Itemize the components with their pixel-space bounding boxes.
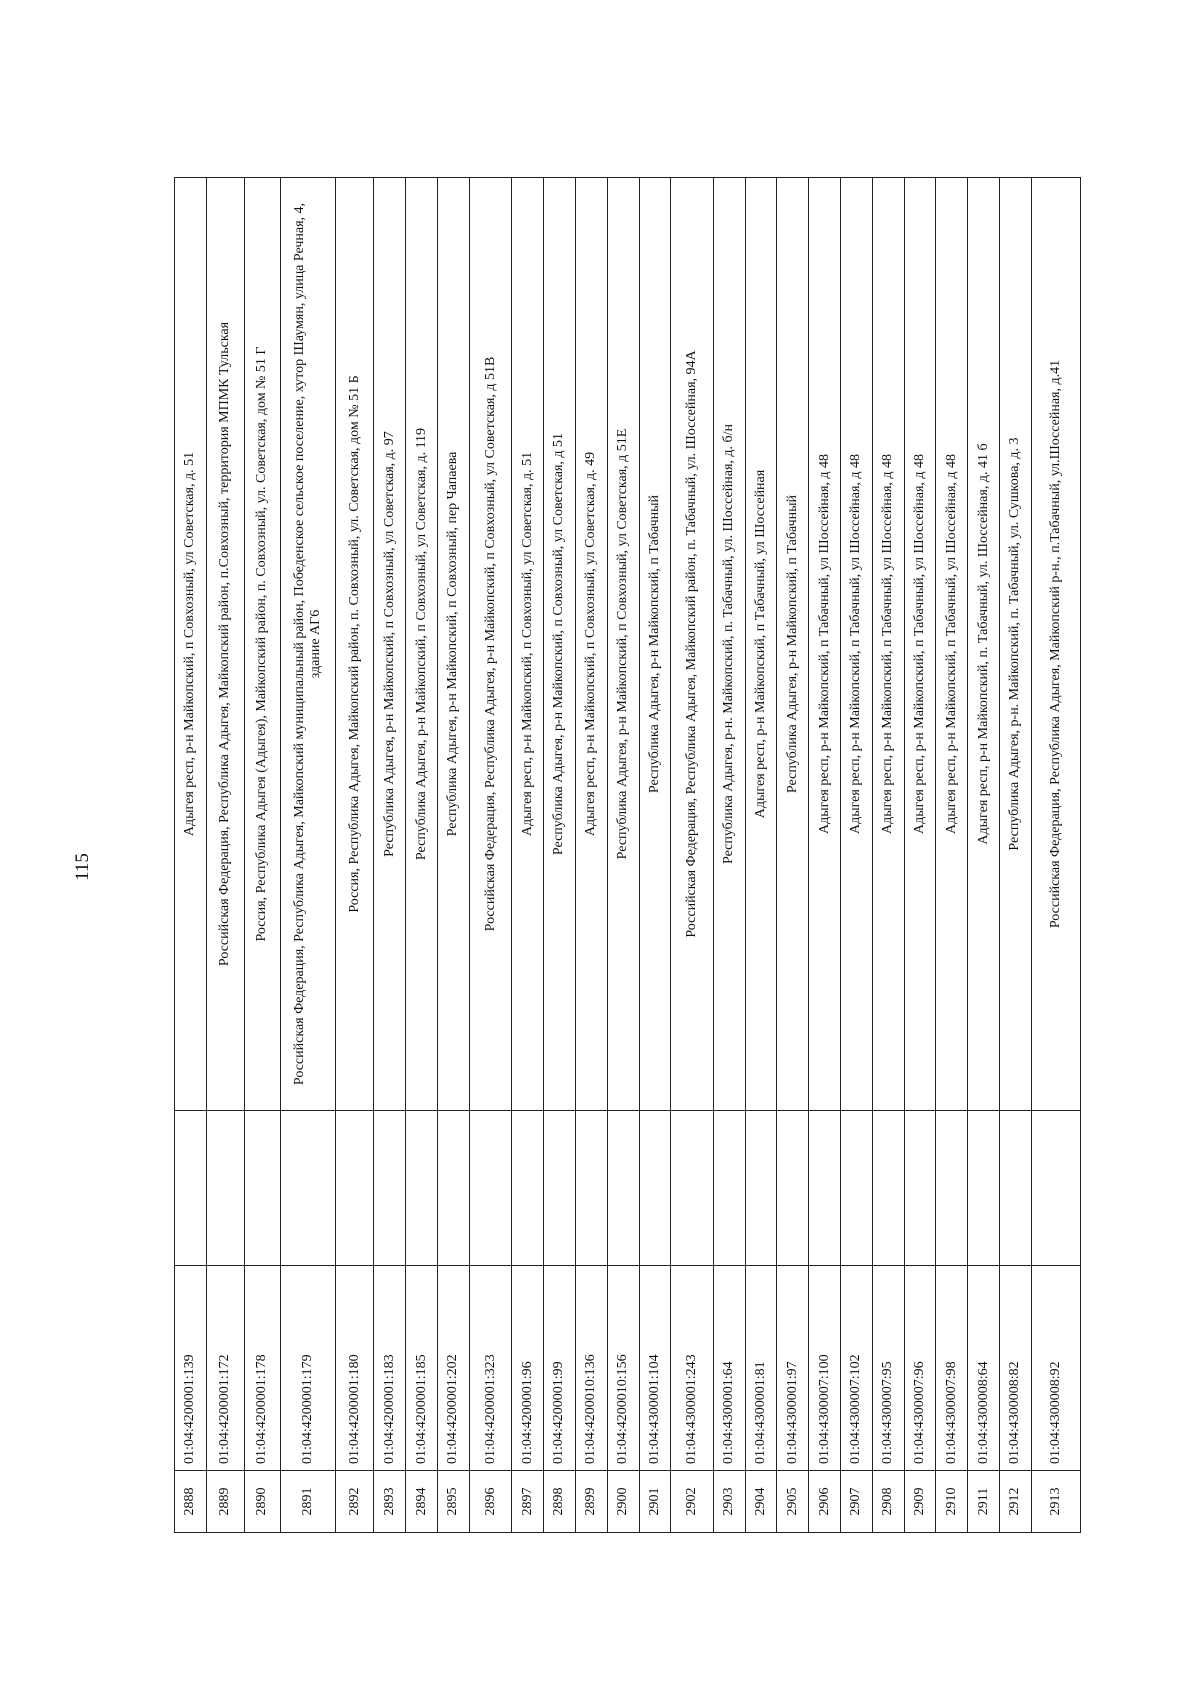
address-cell: Адыгея респ, р-н Майкопский, п Табачный, ул Шоссейная, д 48 (904, 178, 936, 1111)
table-row (438, 178, 470, 1533)
cadastral-number-cell: 01:04:4200001:172 (206, 1266, 244, 1471)
address-cell: Российская Федерация, Республика Адыгея, Майкопский район, п. Табачный, ул. Шоссейная, 94А (671, 178, 713, 1111)
empty-cell (544, 1111, 576, 1266)
row-number-cell: 2897 (512, 1471, 544, 1533)
register-table (174, 177, 1081, 1533)
empty-cell (175, 1111, 207, 1266)
row-number-cell: 2911 (968, 1471, 1000, 1533)
empty-cell (607, 1111, 639, 1266)
empty-cell (438, 1111, 470, 1266)
address-cell: Республика Адыгея, р-н Майкопский, п Совхозный, пер Чапаева (438, 178, 470, 1111)
table-row (713, 178, 745, 1533)
address-cell: Российская Федерация, Республика Адыгея, Майкопский район, п.Совхозный, территория МПМК Тульская (206, 178, 244, 1111)
row-number-cell: 2901 (639, 1471, 671, 1533)
cadastral-number-cell: 01:04:4300001:104 (639, 1266, 671, 1471)
row-number-cell: 2912 (1000, 1471, 1032, 1533)
cadastral-number-cell: 01:04:4300007:95 (872, 1266, 904, 1471)
cadastral-number-cell: 01:04:4300007:102 (841, 1266, 873, 1471)
cadastral-number-cell: 01:04:4200010:156 (607, 1266, 639, 1471)
cadastral-number-cell: 01:04:4300007:96 (904, 1266, 936, 1471)
address-cell: Адыгея респ, р-н Майкопский, п Совхозный, ул Советская, д. 49 (575, 178, 607, 1111)
table-row (777, 178, 809, 1533)
cadastral-number-cell: 01:04:4300008:82 (1000, 1266, 1032, 1471)
cadastral-number-cell: 01:04:4300001:81 (745, 1266, 777, 1471)
register-table-body (175, 178, 1081, 1533)
table-row (336, 178, 374, 1533)
row-number-cell: 2898 (544, 1471, 576, 1533)
address-cell: Российская Федерация, Республика Адыгея, Майкопский муниципальный район, Победенское сельское поселение, хутор Шаумян, улица Речная, 4, здание АГ6 (281, 178, 336, 1111)
row-number-cell: 2889 (206, 1471, 244, 1533)
address-cell: Россия, Республика Адыгея (Адыгея), Майкопский район, п. Совхозный, ул. Советская, дом № 51 Г (245, 178, 281, 1111)
address-cell: Адыгея респ, р-н Майкопский, п Табачный, ул Шоссейная, д 48 (936, 178, 968, 1111)
cadastral-number-cell: 01:04:4200001:179 (281, 1266, 336, 1471)
address-cell: Республика Адыгея, р-н Майкопский, п Совхозный, ул Советская, д 51Е (607, 178, 639, 1111)
table-row (1031, 178, 1080, 1533)
cadastral-number-cell: 01:04:4300008:64 (968, 1266, 1000, 1471)
address-cell: Республика Адыгея, р-н. Майкопский, п. Табачный, ул. Сушкова, д. 3 (1000, 178, 1032, 1111)
table-row (607, 178, 639, 1533)
table-row (374, 178, 406, 1533)
address-cell: Адыгея респ, р-н Майкопский, п Табачный, ул Шоссейная, д 48 (809, 178, 841, 1111)
empty-cell (512, 1111, 544, 1266)
cadastral-number-cell: 01:04:4200001:178 (245, 1266, 281, 1471)
empty-cell (841, 1111, 873, 1266)
table-row (406, 178, 438, 1533)
address-cell: Республика Адыгея, р-н Майкопский, п Табачный (777, 178, 809, 1111)
cadastral-number-cell: 01:04:4300007:98 (936, 1266, 968, 1471)
row-number-cell: 2910 (936, 1471, 968, 1533)
cadastral-number-cell: 01:04:4200001:96 (512, 1266, 544, 1471)
table-row (512, 178, 544, 1533)
row-number-cell: 2907 (841, 1471, 873, 1533)
empty-cell (904, 1111, 936, 1266)
row-number-cell: 2899 (575, 1471, 607, 1533)
row-number-cell: 2888 (175, 1471, 207, 1533)
table-row (872, 178, 904, 1533)
empty-cell (713, 1111, 745, 1266)
table-row (671, 178, 713, 1533)
table-row (809, 178, 841, 1533)
cadastral-number-cell: 01:04:4200001:99 (544, 1266, 576, 1471)
row-number-cell: 2892 (336, 1471, 374, 1533)
table-row (469, 178, 511, 1533)
address-cell: Республика Адыгея, р-н Майкопский, п Совхозный, ул Советская, д 51 (544, 178, 576, 1111)
cadastral-number-cell: 01:04:4200001:185 (406, 1266, 438, 1471)
cadastral-number-cell: 01:04:4200010:136 (575, 1266, 607, 1471)
cadastral-number-cell: 01:04:4300001:243 (671, 1266, 713, 1471)
empty-cell (777, 1111, 809, 1266)
address-cell: Адыгея респ, р-н Майкопский, п Совхозный, ул Советская, д. 51 (175, 178, 207, 1111)
table-row (175, 178, 207, 1533)
row-number-cell: 2900 (607, 1471, 639, 1533)
address-cell: Адыгея респ, р-н Майкопский, п Табачный, ул Шоссейная (745, 178, 777, 1111)
address-cell: Республика Адыгея, р-н Майкопский, п Совхозный, ул Советская, д. 97 (374, 178, 406, 1111)
table-row (904, 178, 936, 1533)
empty-cell (671, 1111, 713, 1266)
empty-cell (469, 1111, 511, 1266)
empty-cell (406, 1111, 438, 1266)
register-table-rotated-frame (174, 178, 1081, 1533)
empty-cell (336, 1111, 374, 1266)
table-row (936, 178, 968, 1533)
address-cell: Адыгея респ, р-н Майкопский, п Совхозный, ул Советская, д. 51 (512, 178, 544, 1111)
table-row (968, 178, 1000, 1533)
cadastral-number-cell: 01:04:4300001:64 (713, 1266, 745, 1471)
empty-cell (281, 1111, 336, 1266)
empty-cell (639, 1111, 671, 1266)
empty-cell (872, 1111, 904, 1266)
table-row (745, 178, 777, 1533)
page-number: 115 (72, 853, 93, 881)
table-row (1000, 178, 1032, 1533)
row-number-cell: 2902 (671, 1471, 713, 1533)
row-number-cell: 2896 (469, 1471, 511, 1533)
empty-cell (968, 1111, 1000, 1266)
table-row (245, 178, 281, 1533)
cadastral-number-cell: 01:04:4300001:97 (777, 1266, 809, 1471)
empty-cell (936, 1111, 968, 1266)
address-cell: Адыгея респ, р-н Майкопский, п. Табачный, ул. Шоссейная, д. 41 б (968, 178, 1000, 1111)
address-cell: Российская Федерация, Республика Адыгея, р-н Майкопский, п Совхозный, ул Советская, д 51В (469, 178, 511, 1111)
address-cell: Российская Федерация, Республика Адыгея, Майкопский р-н., п.Табачный, ул.Шоссейная, д.41 (1031, 178, 1080, 1111)
row-number-cell: 2895 (438, 1471, 470, 1533)
empty-cell (245, 1111, 281, 1266)
table-row (206, 178, 244, 1533)
row-number-cell: 2913 (1031, 1471, 1080, 1533)
empty-cell (745, 1111, 777, 1266)
row-number-cell: 2909 (904, 1471, 936, 1533)
address-cell: Россия, Республика Адыгея, Майкопский район, п. Совхозный, ул. Советская, дом № 51 Б (336, 178, 374, 1111)
address-cell: Республика Адыгея, р-н Майкопский, п Табачный (639, 178, 671, 1111)
table-row (575, 178, 607, 1533)
row-number-cell: 2903 (713, 1471, 745, 1533)
table-row (841, 178, 873, 1533)
row-number-cell: 2890 (245, 1471, 281, 1533)
address-cell: Республика Адыгея, р-н Майкопский, п Совхозный, ул Советская, д. 119 (406, 178, 438, 1111)
cadastral-number-cell: 01:04:4300007:100 (809, 1266, 841, 1471)
empty-cell (206, 1111, 244, 1266)
cadastral-number-cell: 01:04:4200001:183 (374, 1266, 406, 1471)
empty-cell (1031, 1111, 1080, 1266)
empty-cell (1000, 1111, 1032, 1266)
row-number-cell: 2894 (406, 1471, 438, 1533)
address-cell: Республика Адыгея, р-н. Майкопский, п. Табачный, ул. Шоссейная, д. б/н (713, 178, 745, 1111)
cadastral-number-cell: 01:04:4300008:92 (1031, 1266, 1080, 1471)
row-number-cell: 2893 (374, 1471, 406, 1533)
table-row (281, 178, 336, 1533)
cadastral-number-cell: 01:04:4200001:202 (438, 1266, 470, 1471)
row-number-cell: 2906 (809, 1471, 841, 1533)
address-cell: Адыгея респ, р-н Майкопский, п Табачный, ул Шоссейная, д 48 (841, 178, 873, 1111)
row-number-cell: 2904 (745, 1471, 777, 1533)
cadastral-number-cell: 01:04:4200001:180 (336, 1266, 374, 1471)
cadastral-number-cell: 01:04:4200001:323 (469, 1266, 511, 1471)
empty-cell (575, 1111, 607, 1266)
row-number-cell: 2891 (281, 1471, 336, 1533)
empty-cell (809, 1111, 841, 1266)
table-row (639, 178, 671, 1533)
address-cell: Адыгея респ, р-н Майкопский, п Табачный, ул Шоссейная, д 48 (872, 178, 904, 1111)
row-number-cell: 2908 (872, 1471, 904, 1533)
empty-cell (374, 1111, 406, 1266)
cadastral-number-cell: 01:04:4200001:139 (175, 1266, 207, 1471)
register-table-wrapper (174, 178, 1081, 1533)
row-number-cell: 2905 (777, 1471, 809, 1533)
table-row (544, 178, 576, 1533)
